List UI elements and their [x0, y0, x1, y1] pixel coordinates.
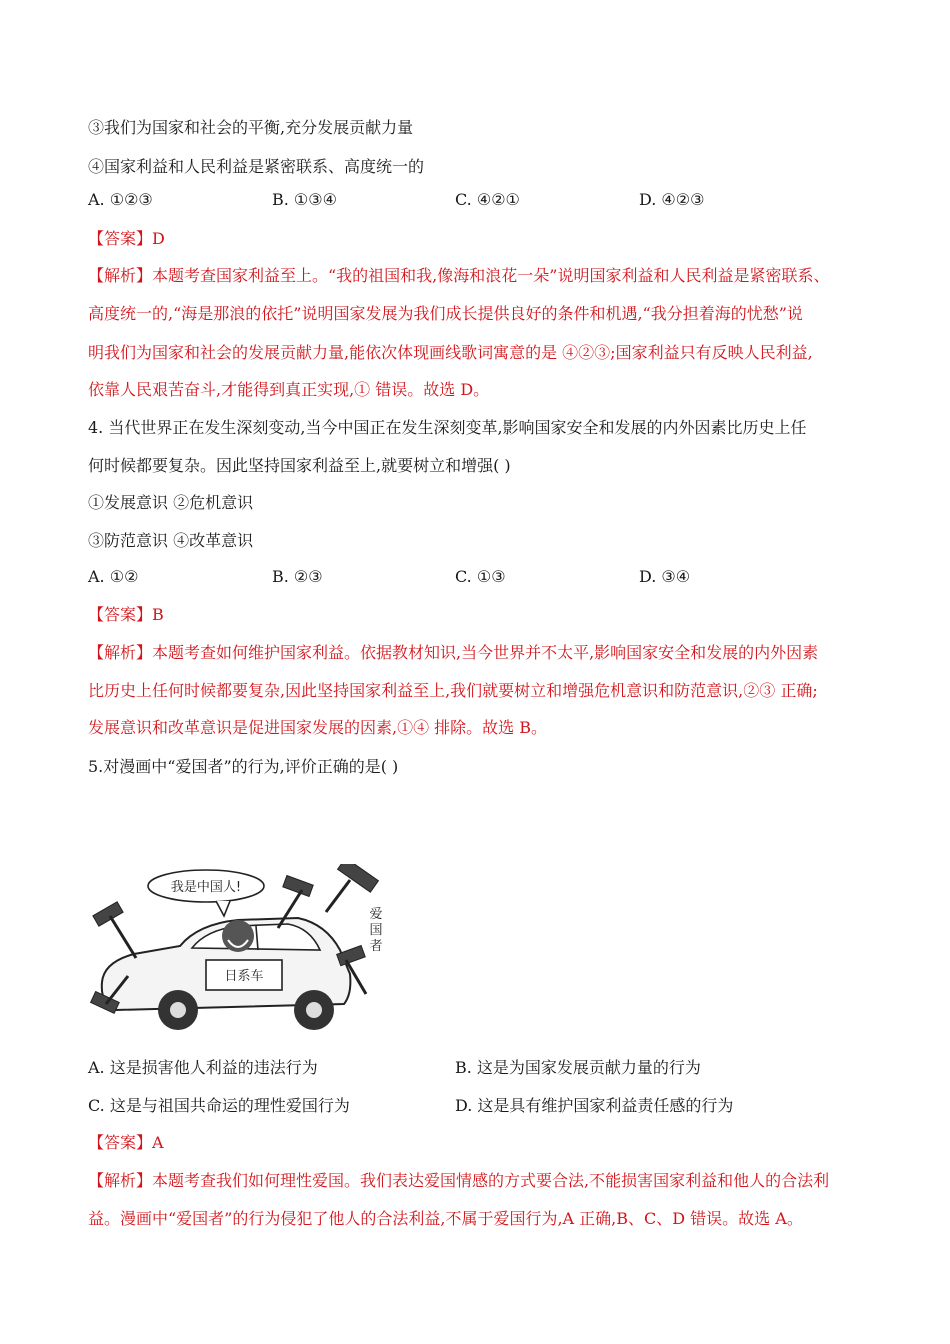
car-label-text: 日系车 — [224, 969, 264, 984]
q3-option-a: A. ①②③ — [88, 190, 153, 209]
q4-analysis-line-3: 发展意识和改革意识是促进国家发展的因素,①④ 排除。故选 B。 — [88, 718, 548, 737]
q4-stem-line-1: 4. 当代世界正在发生深刻变动,当今中国正在发生深刻变革,影响国家安全和发展的内外因素比历史上任 — [88, 418, 807, 437]
q5-option-a: A. 这是损害他人利益的违法行为 — [88, 1058, 318, 1077]
q3-item-4: ④国家利益和人民利益是紧密联系、高度统一的 — [88, 157, 425, 176]
cartoon-image — [88, 864, 384, 1036]
q3-analysis-line-3: 明我们为国家和社会的发展贡献力量,能依次体现画线歌词寓意的是 ④②③;国家利益只有反映人民利益, — [88, 343, 813, 362]
q3-option-c: C. ④②① — [455, 190, 520, 209]
q5-option-d: D. 这是具有维护国家利益责任感的行为 — [455, 1096, 734, 1115]
q3-option-d: D. ④②③ — [639, 190, 705, 209]
speech-bubble-tail — [216, 901, 230, 916]
side-label-char-3: 者 — [369, 939, 383, 954]
side-label-char-1: 爱 — [369, 907, 383, 922]
side-label-char-2: 国 — [369, 923, 383, 938]
q5-stem: 5.对漫画中“爱国者”的行为,评价正确的是( ) — [88, 757, 399, 776]
q4-answer: 【答案】B — [88, 605, 164, 624]
q3-analysis-line-1: 【解析】本题考查国家利益至上。“我的祖国和我,像海和浪花一朵”说明国家利益和人民利益是紧密联系、 — [88, 266, 830, 285]
q3-item-3: ③我们为国家和社会的平衡,充分发展贡献力量 — [88, 118, 414, 137]
q5-analysis-line-1: 【解析】本题考查我们如何理性爱国。我们表达爱国情感的方式要合法,不能损害国家利益和他人的合法利 — [88, 1171, 830, 1190]
q5-analysis-line-2: 益。漫画中“爱国者”的行为侵犯了他人的合法利益,不属于爱国行为,A 正确,B、C、D 错误。故选 A。 — [88, 1209, 803, 1228]
q4-option-c: C. ①③ — [455, 567, 506, 586]
q4-option-d: D. ③④ — [639, 567, 691, 586]
q4-option-a: A. ①② — [88, 567, 139, 586]
q5-answer: 【答案】A — [88, 1133, 164, 1152]
q3-analysis-line-2: 高度统一的,“海是那浪的依托”说明国家发展为我们成长提供良好的条件和机遇,“我分担着海的忧愁”说 — [88, 304, 803, 323]
q4-analysis-line-1: 【解析】本题考查如何维护国家利益。依据教材知识,当今世界并不太平,影响国家安全和发展的内外因素 — [88, 643, 819, 662]
q3-analysis-line-4: 依靠人民艰苦奋斗,才能得到真正实现,① 错误。故选 D。 — [88, 380, 490, 399]
q5-option-c: C. 这是与祖国共命运的理性爱国行为 — [88, 1096, 350, 1115]
q4-stem-line-2: 何时候都要复杂。因此坚持国家利益至上,就要树立和增强( ) — [88, 456, 511, 475]
speech-text: 我是中国人! — [170, 880, 242, 895]
q4-option-b: B. ②③ — [272, 567, 323, 586]
q5-option-b: B. 这是为国家发展贡献力量的行为 — [455, 1058, 701, 1077]
q4-items-row-1: ①发展意识 ②危机意识 — [88, 493, 254, 512]
q4-analysis-line-2: 比历史上任何时候都要复杂,因此坚持国家利益至上,我们就要树立和增强危机意识和防范意识,②③ 正确; — [88, 681, 818, 700]
q3-option-b: B. ①③④ — [272, 190, 337, 209]
q4-items-row-2: ③防范意识 ④改革意识 — [88, 531, 254, 550]
q3-answer: 【答案】D — [88, 229, 165, 248]
